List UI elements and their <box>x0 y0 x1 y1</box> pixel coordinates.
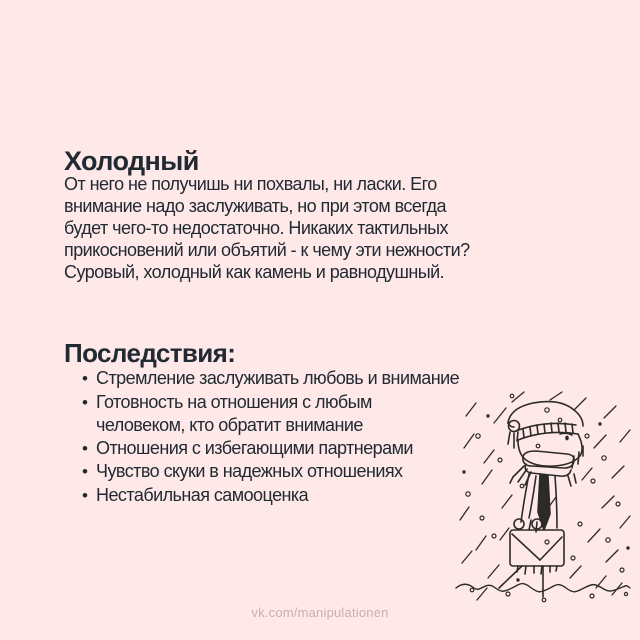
consequences-heading: Последствия: <box>64 338 236 368</box>
bullet-marker: • <box>82 485 88 505</box>
list-item-label: человеком, кто обратит внимание <box>96 415 363 435</box>
description-line: будет чего-то недостаточно. Никаких тактильных <box>64 218 448 238</box>
list-item <box>64 367 459 391</box>
list-item <box>64 391 459 415</box>
description-line: От него не получишь ни похвалы, ни ласки. Его <box>64 174 437 194</box>
page-title: Холодный <box>64 146 199 176</box>
list-item-label: Нестабильная самооценка <box>96 484 309 505</box>
consequences-list <box>64 367 459 507</box>
necktie <box>538 474 550 530</box>
briefcase <box>510 530 564 574</box>
hands <box>514 519 542 529</box>
list-item <box>64 484 459 508</box>
bullet-marker: • <box>82 438 88 458</box>
list-item <box>64 460 459 484</box>
list-item-label: Чувство скуки в надежных отношениях <box>96 461 403 481</box>
figure <box>456 402 630 597</box>
bullet-marker: • <box>82 462 88 481</box>
watermark-link: vk.com/manipulationen <box>251 605 389 620</box>
list-item-label: Стремление заслуживать любовь и внимание <box>96 368 460 388</box>
description-line: внимание надо заслуживать, но при этом всегда <box>64 196 446 216</box>
description-line: Суровый, холодный как камень и равнодушный. <box>64 262 445 282</box>
description-line: прикосновений или объятий - к чему эти нежности? <box>64 240 470 260</box>
list-item <box>64 437 459 461</box>
bullet-marker: • <box>82 369 88 388</box>
description-paragraph <box>64 173 470 283</box>
frozen-person-illustration <box>452 390 634 618</box>
list-item-label: Готовность на отношения с любым <box>96 391 372 412</box>
bullet-marker: • <box>82 392 88 412</box>
list-item-continuation <box>64 414 459 437</box>
list-item-label: Отношения с избегающими партнерами <box>96 437 413 458</box>
legs <box>499 566 543 597</box>
